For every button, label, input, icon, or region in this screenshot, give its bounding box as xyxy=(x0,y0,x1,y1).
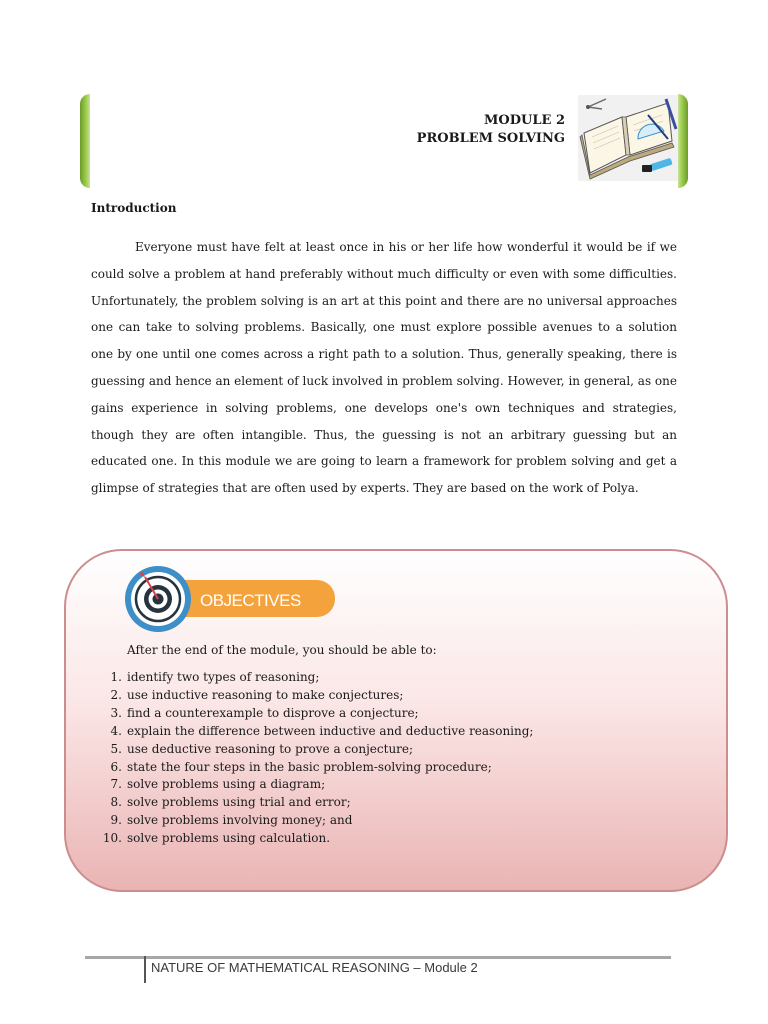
list-item: 1. identify two types of reasoning; xyxy=(110,670,320,684)
footer-divider xyxy=(144,956,146,983)
footer-text: NATURE OF MATHEMATICAL REASONING – Module 2 xyxy=(151,960,478,975)
list-item: 10. solve problems using calculation. xyxy=(102,831,331,846)
objectives-badge-label: OBJECTIVES xyxy=(200,591,301,610)
list-item: 3. find a counterexample to disprove a conjecture; xyxy=(110,705,419,720)
target-icon xyxy=(125,566,191,632)
intro-heading: Introduction xyxy=(91,201,177,215)
module-header xyxy=(417,112,565,148)
list-item: 9. solve problems involving money; and xyxy=(110,813,353,828)
list-item: 7. solve problems using a diagram; xyxy=(110,777,326,792)
list-item: 4. explain the difference between inductive and deductive reasoning; xyxy=(110,723,534,738)
open-book-with-protractor-and-pen-icon xyxy=(578,95,678,181)
header-right-bracket xyxy=(678,94,688,188)
list-item: 2. use inductive reasoning to make conjectures; xyxy=(110,687,404,702)
objectives-intro: After the end of the module, you should be able to: xyxy=(127,643,437,657)
footer-rule xyxy=(85,956,671,959)
list-item: 5. use deductive reasoning to prove a conjecture; xyxy=(110,741,414,756)
intro-paragraph: Everyone must have felt at least once in his or her life how wonderful it would be if we could solve a problem at hand preferably without much difficulty or even with some difficulties. Unfortunately, the problem solving is an art at this point and there are no universal approaches one can take to solving problems. Basically, one must explore possible avenues to a solution one by one until one comes across a right path to a solution. Thus, generally speaking, there is guessing and hence an element of luck involved in problem solving. However, in general, as one gains experience in solving problems, one develops one's own techniques and strategies, though they are often intangible. Thus, the guessing is not an arbitrary guessing but an educated one. In this module we are going to learn a framework for problem solving and get a glimpse of strategies that are often used by experts. They are based on the work of Polya. xyxy=(91,240,677,496)
objectives-list xyxy=(96,669,533,848)
header-left-bracket xyxy=(80,94,90,188)
list-item: 8. solve problems using trial and error; xyxy=(110,795,351,810)
module-title: PROBLEM SOLVING xyxy=(416,131,565,146)
objectives-badge xyxy=(125,563,337,635)
module-number: MODULE 2 xyxy=(484,113,565,128)
list-item: 6. state the four steps in the basic problem-solving procedure; xyxy=(110,759,492,774)
